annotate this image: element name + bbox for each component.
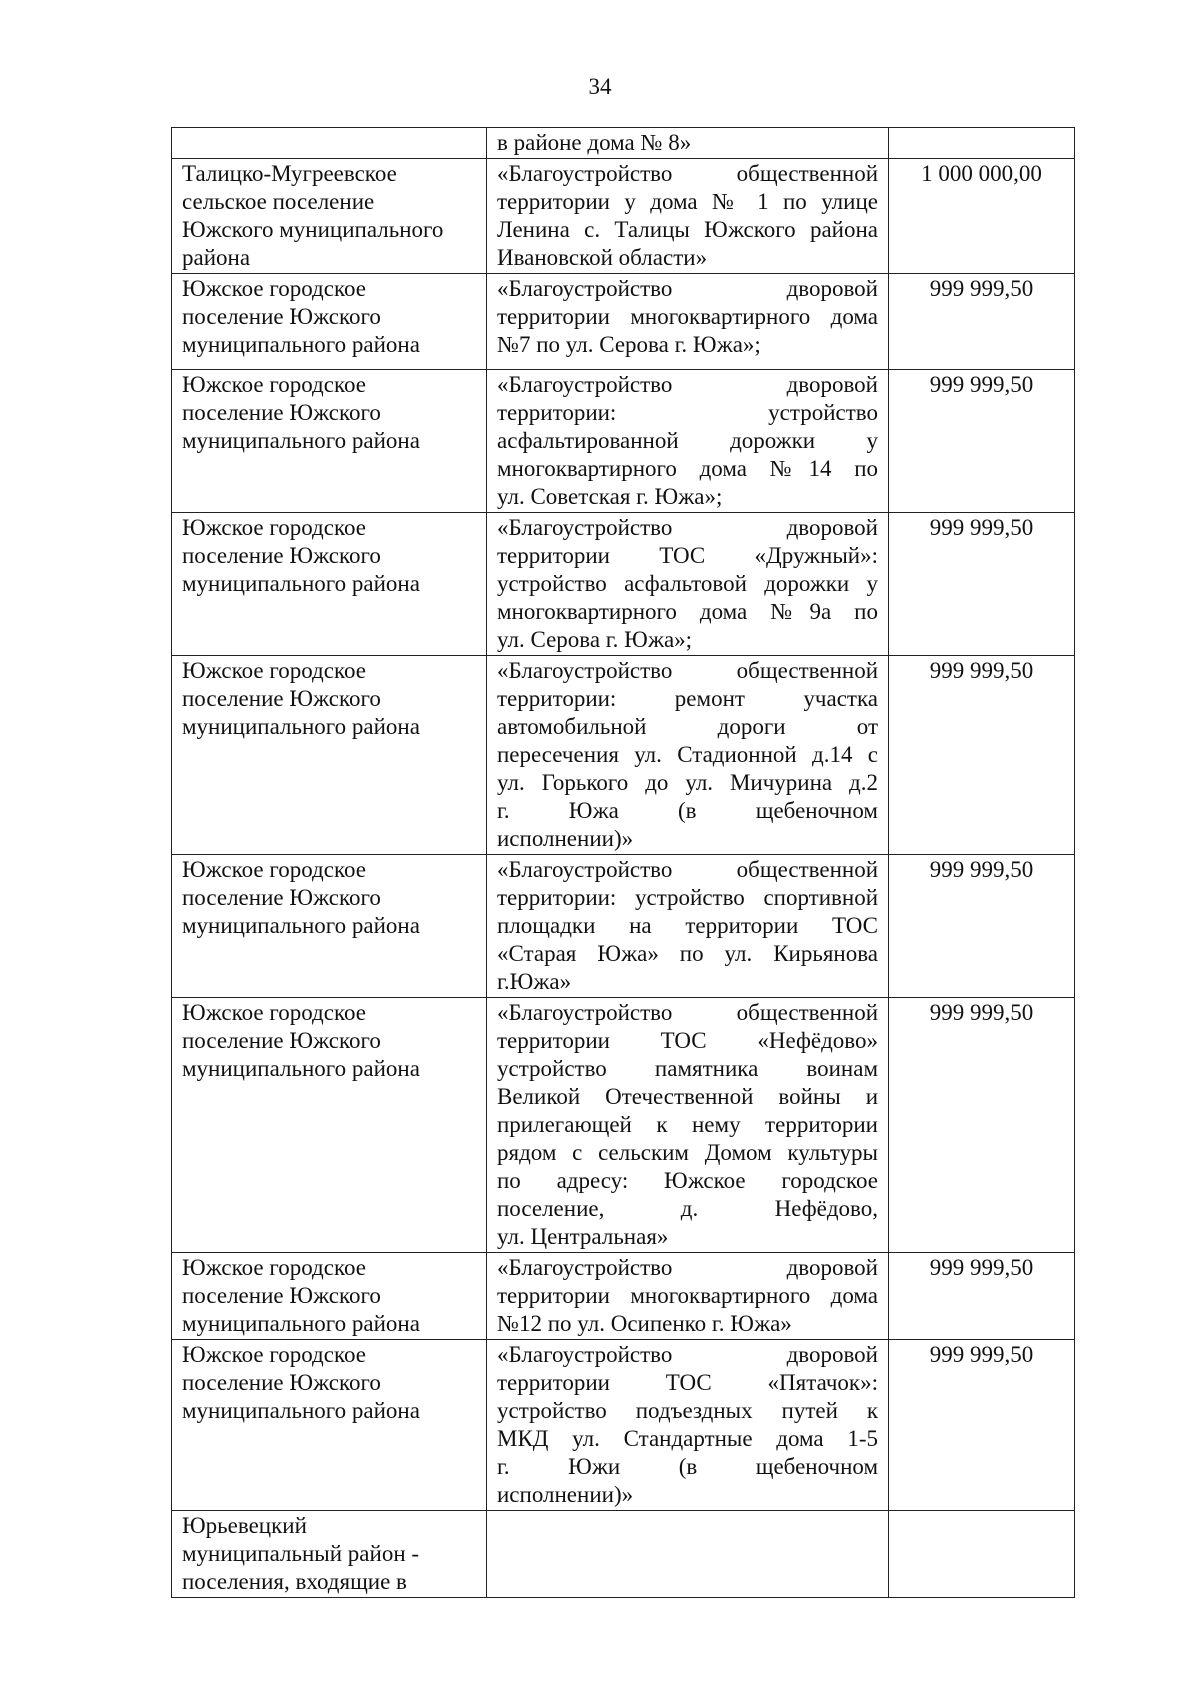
recipient-line: поселения, входящие в xyxy=(182,1569,407,1594)
project-line: рядом с сельским Домом культуры xyxy=(497,1140,878,1165)
project-line: г. Южи (в щебеночном xyxy=(497,1454,878,1479)
project-line: «Благоустройство дворовой xyxy=(497,1255,878,1280)
project-line: «Старая Южа» по ул. Кирьянова xyxy=(497,941,878,966)
table-row xyxy=(172,855,1075,998)
project-line: «Благоустройство дворовой xyxy=(497,1342,878,1367)
recipient-line: поселение Южского xyxy=(182,1370,381,1395)
recipient-line: Южского муниципального xyxy=(182,217,444,242)
recipient-line: поселение Южского xyxy=(182,885,381,910)
project-line: ул. Горького до ул. Мичурина д.2 xyxy=(497,770,878,795)
recipient-cell xyxy=(172,128,487,159)
project-line: территории: ремонт участка xyxy=(497,686,878,711)
recipient-line: поселение Южского xyxy=(182,304,381,329)
recipient-line: муниципального района xyxy=(182,1056,420,1081)
recipient-line: Южское городское xyxy=(182,1000,366,1025)
table-row xyxy=(172,656,1075,855)
table-row xyxy=(172,1511,1075,1598)
project-line: «Благоустройство дворовой xyxy=(497,372,878,397)
project-cell xyxy=(487,274,889,370)
recipient-line: муниципального района xyxy=(182,913,420,938)
recipient-cell xyxy=(172,274,487,370)
project-line: исполнении)» xyxy=(497,1482,634,1507)
recipient-line: района xyxy=(182,245,251,270)
project-line: многоквартирного дома №9а по xyxy=(497,599,878,624)
recipient-cell xyxy=(172,1511,487,1598)
project-line: №12 по ул. Осипенко г. Южа» xyxy=(497,1311,792,1336)
project-line: исполнении)» xyxy=(497,826,634,851)
recipient-line: муниципального района xyxy=(182,428,420,453)
recipient-line: поселение Южского xyxy=(182,543,381,568)
recipient-line: муниципального района xyxy=(182,714,420,739)
project-line: Великой Отечественной войны и xyxy=(497,1084,878,1109)
project-line: прилегающей к нему территории xyxy=(497,1112,878,1137)
recipient-line: муниципального района xyxy=(182,571,420,596)
table-row xyxy=(172,1253,1075,1340)
project-line: территории многоквартирного дома xyxy=(497,1283,878,1308)
recipient-line: Южское городское xyxy=(182,658,366,683)
project-line: территории: устройство xyxy=(497,400,878,425)
project-cell xyxy=(487,128,889,159)
project-cell xyxy=(487,370,889,513)
amount-cell: 999 999,50 xyxy=(889,1340,1075,1511)
recipient-line: поселение Южского xyxy=(182,1028,381,1053)
subsidy-table xyxy=(171,127,1075,1598)
project-line: Ивановской области» xyxy=(497,245,708,270)
table-row xyxy=(172,370,1075,513)
recipient-line: Южское городское xyxy=(182,1342,366,1367)
recipient-cell xyxy=(172,998,487,1253)
amount-cell: 999 999,50 xyxy=(889,370,1075,513)
table-row xyxy=(172,513,1075,656)
amount-cell: 1 000 000,00 xyxy=(889,159,1075,274)
project-line: асфальтированной дорожки у xyxy=(497,428,878,453)
project-cell xyxy=(487,1511,889,1598)
table-row xyxy=(172,274,1075,370)
table-row xyxy=(172,159,1075,274)
project-line: г.Южа» xyxy=(497,969,572,994)
recipient-line: муниципальный район - xyxy=(182,1541,420,1566)
table-body xyxy=(172,128,1075,1598)
amount-cell: 999 999,50 xyxy=(889,274,1075,370)
project-line: территории многоквартирного дома xyxy=(497,304,878,329)
project-line: ул. Серова г. Южа»; xyxy=(497,627,693,652)
project-line: МКД ул. Стандартные дома 1-5 xyxy=(497,1426,878,1451)
recipient-line: муниципального района xyxy=(182,332,420,357)
project-line: в районе дома № 8» xyxy=(497,130,692,155)
project-line: многоквартирного дома №14 по xyxy=(497,456,878,481)
project-cell xyxy=(487,656,889,855)
recipient-cell xyxy=(172,1253,487,1340)
recipient-cell xyxy=(172,855,487,998)
recipient-cell xyxy=(172,656,487,855)
project-line: поселение, д. Нефёдово, xyxy=(497,1196,878,1221)
project-line: территории ТОС «Нефёдово» xyxy=(497,1028,878,1053)
recipient-line: Южское городское xyxy=(182,857,366,882)
amount-cell: 999 999,50 xyxy=(889,656,1075,855)
recipient-line: сельское поселение xyxy=(182,189,375,214)
recipient-line: Южское городское xyxy=(182,1255,366,1280)
recipient-cell xyxy=(172,513,487,656)
amount-cell: 999 999,50 xyxy=(889,998,1075,1253)
project-line: «Благоустройство дворовой xyxy=(497,515,878,540)
table-row xyxy=(172,1340,1075,1511)
project-line: пересечения ул. Стадионной д.14 с xyxy=(497,742,878,767)
amount-cell: 999 999,50 xyxy=(889,1253,1075,1340)
project-line: автомобильной дороги от xyxy=(497,714,878,739)
table-row xyxy=(172,128,1075,159)
recipient-cell xyxy=(172,370,487,513)
project-line: «Благоустройство дворовой xyxy=(497,276,878,301)
project-line: «Благоустройство общественной xyxy=(497,857,878,882)
project-line: «Благоустройство общественной xyxy=(497,161,878,186)
project-cell xyxy=(487,1340,889,1511)
project-line: площадки на территории ТОС xyxy=(497,913,878,938)
project-line: Ленина с. Талицы Южского района xyxy=(497,217,878,242)
project-line: территории ТОС «Пятачок»: xyxy=(497,1370,878,1395)
project-cell xyxy=(487,1253,889,1340)
project-line: «Благоустройство общественной xyxy=(497,658,878,683)
project-line: территории: устройство спортивной xyxy=(497,885,878,910)
table-row xyxy=(172,998,1075,1253)
project-cell xyxy=(487,998,889,1253)
recipient-cell xyxy=(172,1340,487,1511)
project-line: территории у дома № 1 по улице xyxy=(497,189,878,214)
amount-cell xyxy=(889,128,1075,159)
project-line: №7 по ул. Серова г. Южа»; xyxy=(497,332,761,357)
amount-cell: 999 999,50 xyxy=(889,855,1075,998)
project-line: устройство памятника воинам xyxy=(497,1056,878,1081)
recipient-line: Южское городское xyxy=(182,276,366,301)
recipient-line: Южское городское xyxy=(182,515,366,540)
project-line: по адресу: Южское городское xyxy=(497,1168,878,1193)
project-cell xyxy=(487,159,889,274)
recipient-line: поселение Южского xyxy=(182,1283,381,1308)
project-line: ул. Советская г. Южа»; xyxy=(497,484,723,509)
recipient-line: поселение Южского xyxy=(182,400,381,425)
recipient-line: Юрьевецкий xyxy=(182,1513,307,1538)
project-line: территории ТОС «Дружный»: xyxy=(497,543,878,568)
project-line: ул. Центральная» xyxy=(497,1224,669,1249)
recipient-line: муниципального района xyxy=(182,1311,420,1336)
project-line: «Благоустройство общественной xyxy=(497,1000,878,1025)
project-cell xyxy=(487,855,889,998)
recipient-line: муниципального района xyxy=(182,1398,420,1423)
recipient-line: Талицко-Мугреевское xyxy=(182,161,397,186)
project-line: г. Южа (в щебеночном xyxy=(497,798,878,823)
amount-cell: 999 999,50 xyxy=(889,513,1075,656)
project-cell xyxy=(487,513,889,656)
project-line: устройство подъездных путей к xyxy=(497,1398,878,1423)
recipient-line: Южское городское xyxy=(182,372,366,397)
project-line: устройство асфальтовой дорожки у xyxy=(497,571,878,596)
amount-cell xyxy=(889,1511,1075,1598)
recipient-line: поселение Южского xyxy=(182,686,381,711)
recipient-cell xyxy=(172,159,487,274)
page-number: 34 xyxy=(588,74,612,99)
